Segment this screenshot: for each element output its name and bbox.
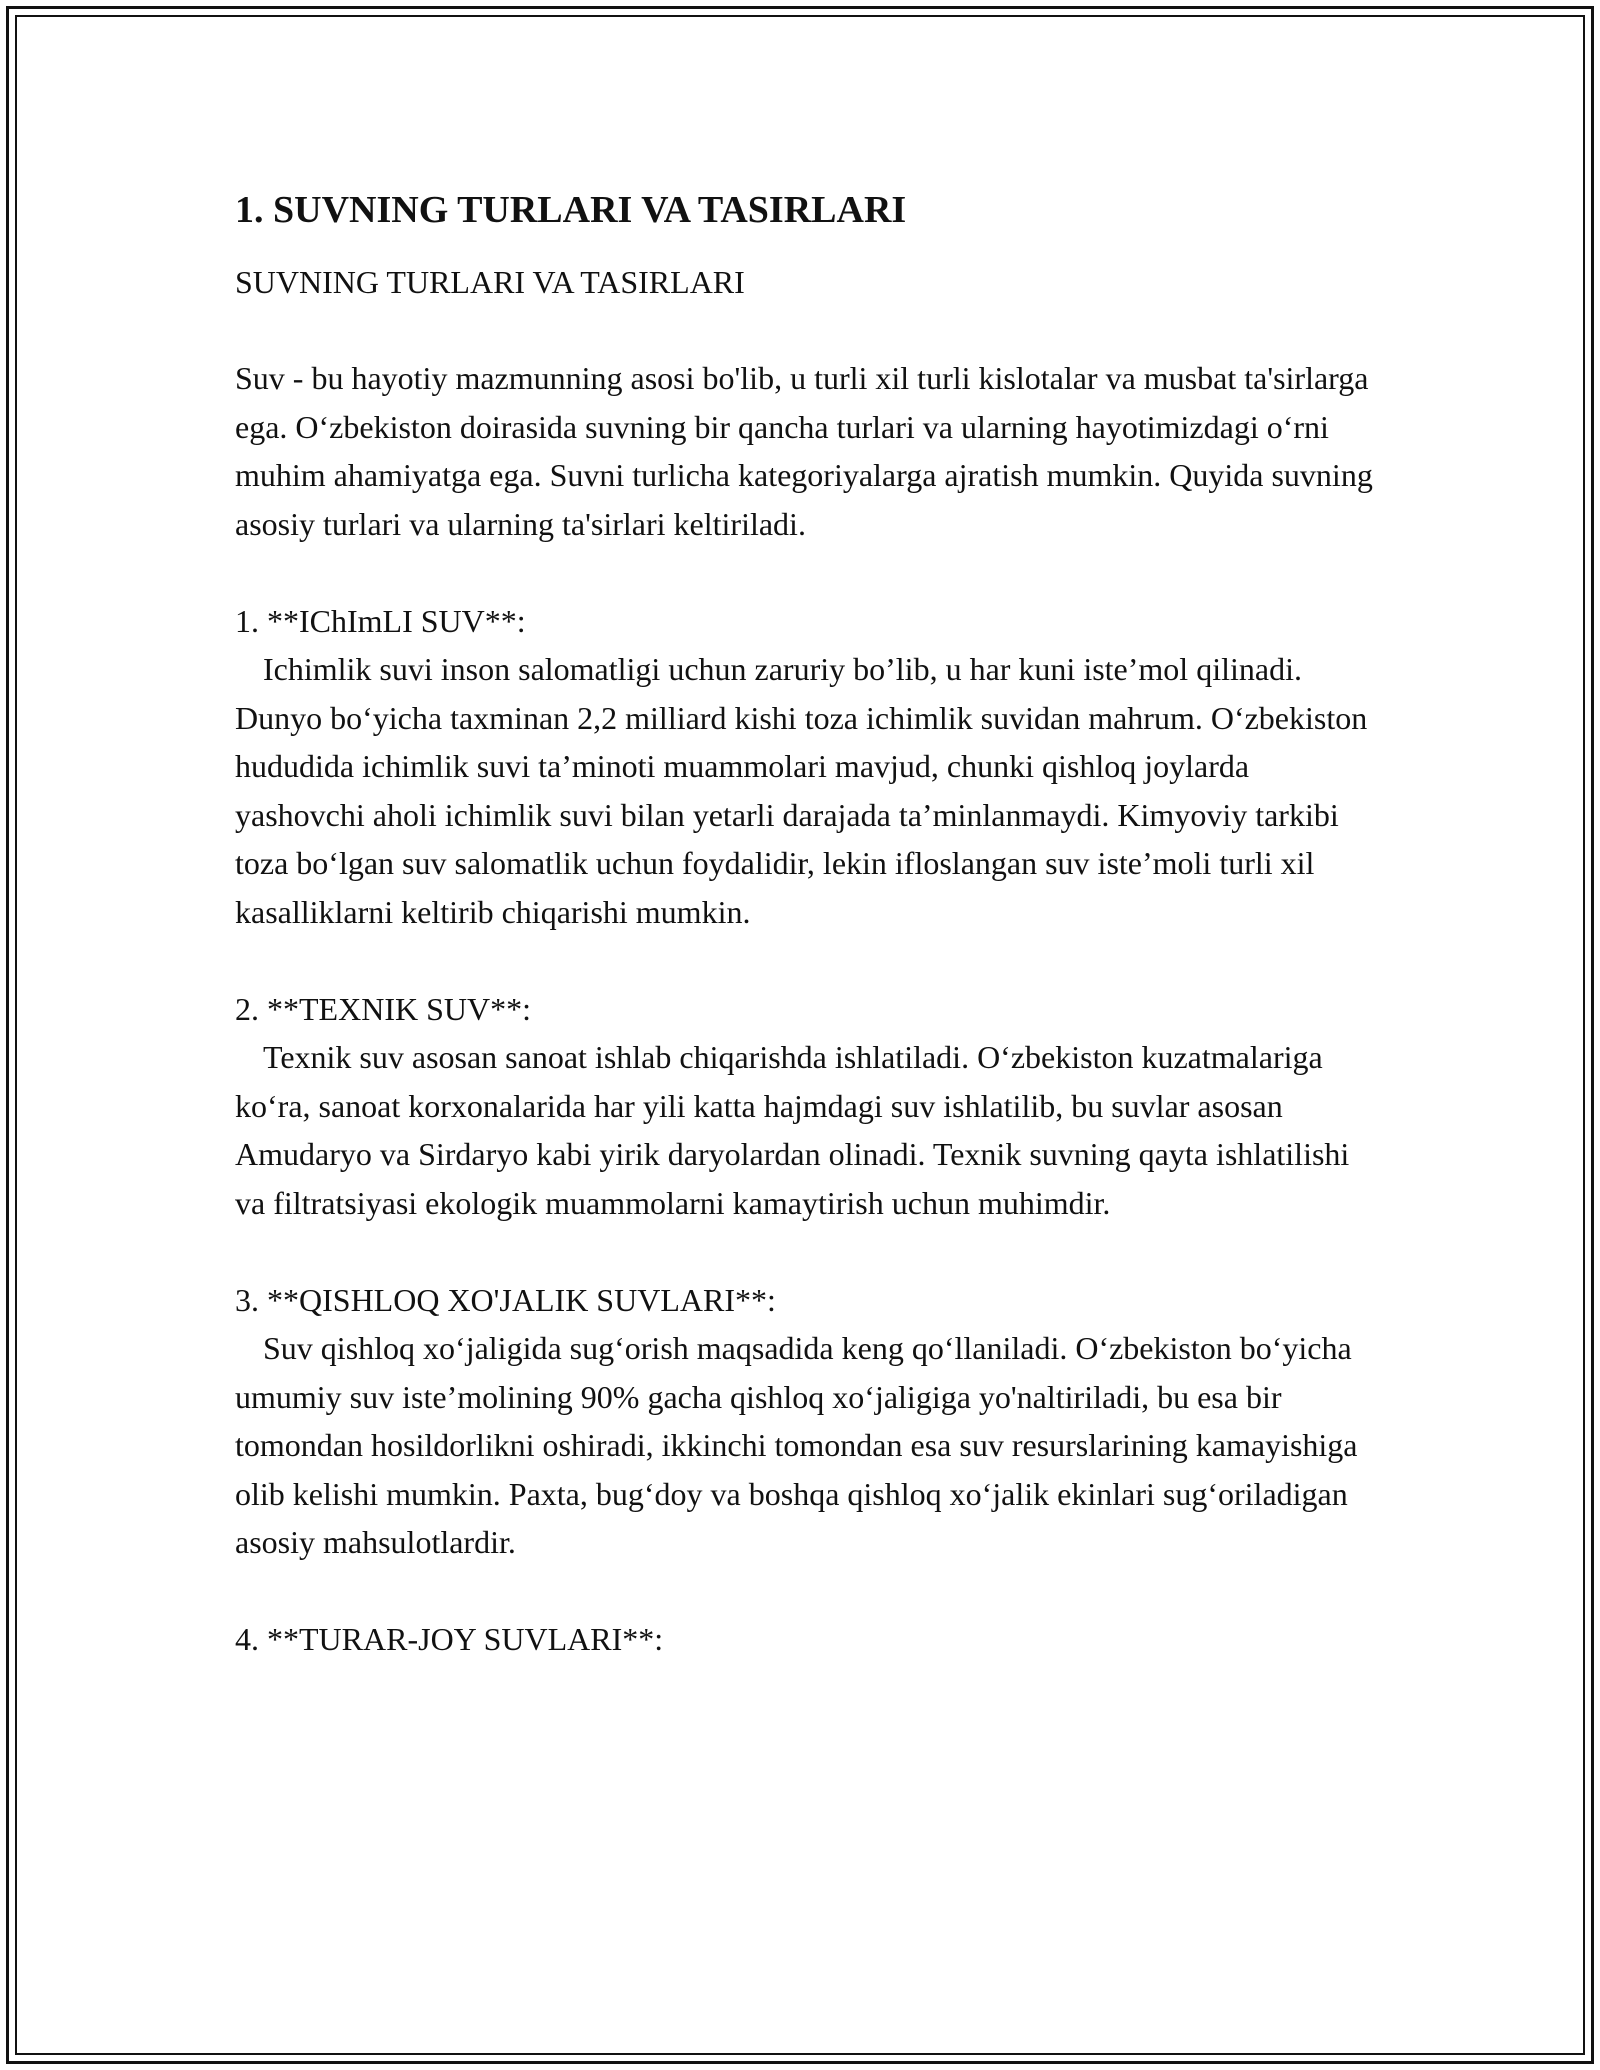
section-body-technical-water [235, 1033, 1380, 1227]
document-content [235, 186, 1380, 1664]
intro-paragraph: Suv - bu hayotiy mazmunning asosi bo'lib, u turli xil turli kislotalar va musbat ta'sirlarga ega. O‘zbekiston doirasida suvning bir qancha turlari va ularning hayotimizdagi o‘rni muhim ahamiyatga ega. Suvni turlicha kategoriyalarga ajratish mumkin. Quyida suvning asosiy turlari va ularning ta'sirlari keltiriladi. [235, 360, 1373, 542]
document-title: 1. SUVNING TURLARI VA TASIRLARI [235, 189, 907, 231]
document-subtitle: SUVNING TURLARI VA TASIRLARI [235, 264, 745, 300]
section-heading-agricultural-water: 3. **QISHLOQ XO'JALIK SUVLARI**: [235, 1281, 776, 1318]
section-text-drinking-water: Ichimlik suvi inson salomatligi uchun zaruriy bo’lib, u har kuni iste’mol qilinadi. Dunyo bo‘yicha taxminan 2,2 milliard kishi toza ichimlik suvidan mahrum. O‘zbekiston hududida ichimlik suvi ta’minoti muammolari mavjud, chunki qishloq joylarda yashovchi aholi ichimlik suvi bilan yetarli darajada ta’minlanmaydi. Kimyoviy tarkibi toza bo‘lgan suv salomatlik uchun foydalidir, lekin ifloslangan suv iste’moli turli xil kasalliklarni keltirib chiqarishi mumkin. [235, 651, 1368, 930]
section-heading-technical-water: 2. **TEXNIK SUV**: [235, 990, 531, 1027]
section-body-agricultural-water [235, 1324, 1380, 1567]
section-text-technical-water: Texnik suv asosan sanoat ishlab chiqarishda ishlatiladi. O‘zbekiston kuzatmalariga ko‘ra, sanoat korxonalarida har yili katta hajmdagi suv ishlatilib, bu suvlar asosan Amudaryo va Sirdaryo kabi yirik daryolardan olinadi. Texnik suvning qayta ishlatilishi va filtratsiyasi ekologik muammolarni kamaytirish uchun muhimdir. [235, 1039, 1350, 1221]
section-body-drinking-water [235, 645, 1380, 936]
section-text-agricultural-water: Suv qishloq xo‘jaligida sug‘orish maqsadida keng qo‘llaniladi. O‘zbekiston bo‘yicha umumiy suv iste’molining 90% gacha qishloq xo‘jaligiga yo'naltiriladi, bu esa bir tomondan hosildorlikni oshiradi, ikkinchi tomondan esa suv resurslarining kamayishiga olib kelishi mumkin. Paxta, bug‘doy va boshqa qishloq xo‘jalik ekinlari sug‘oriladigan asosiy mahsulotlardir. [235, 1330, 1358, 1560]
section-heading-residential-water: 4. **TURAR-JOY SUVLARI**: [235, 1621, 664, 1657]
section-heading-drinking-water: 1. **IChImLI SUV**: [235, 602, 526, 639]
